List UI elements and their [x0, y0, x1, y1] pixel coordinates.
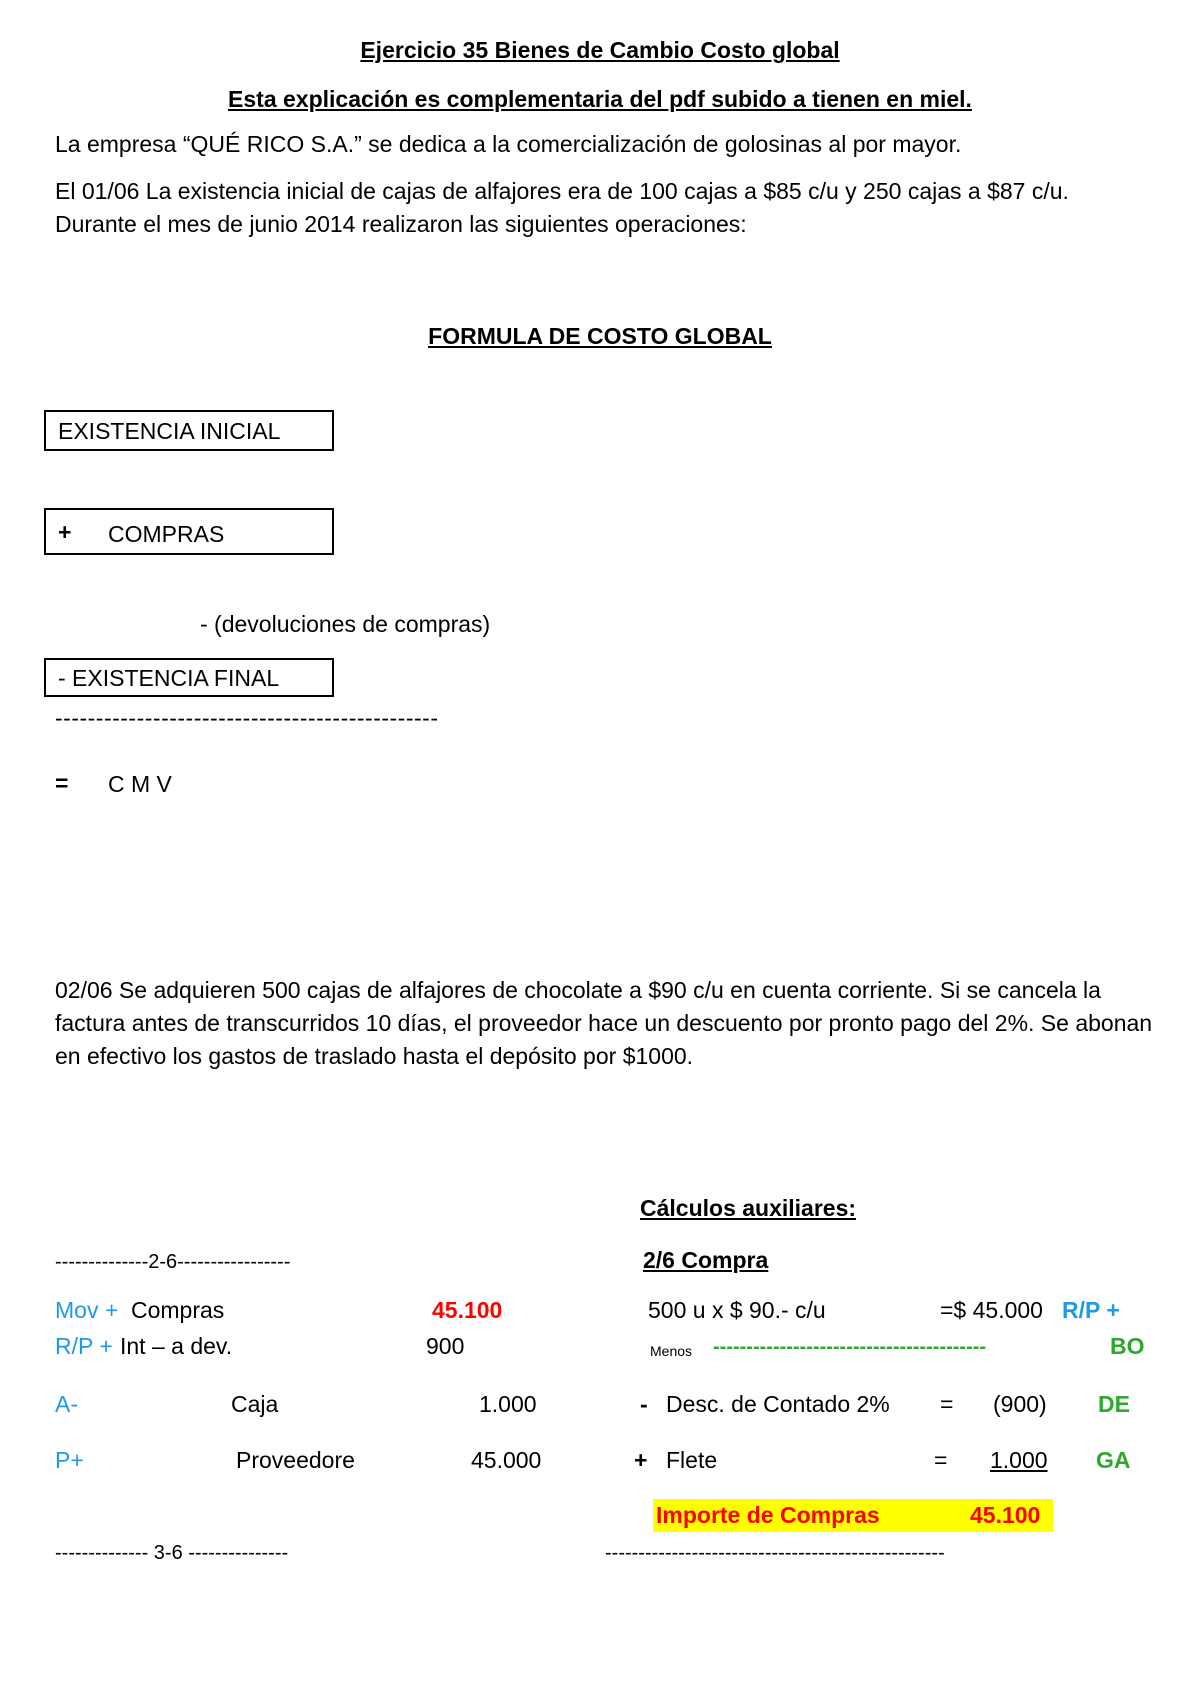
- aux-flete-label: Flete: [666, 1447, 718, 1473]
- aux-flete-value: 1.000: [990, 1447, 1048, 1473]
- aux-desc-value: (900): [993, 1391, 1047, 1417]
- aux-menos-line: -----------------------------------------: [713, 1336, 987, 1358]
- aux-flete-eq: =: [934, 1447, 948, 1473]
- aux-line1-text: 500 u x $ 90.- c/u: [648, 1297, 826, 1323]
- compras-label: COMPRAS: [108, 521, 225, 547]
- journal-footer-line: -------------- 3-6 ---------------: [55, 1542, 289, 1564]
- aux-desc-tag: DE: [1098, 1391, 1130, 1417]
- existencia-final-label: - EXISTENCIA FINAL: [58, 665, 280, 691]
- journal-row-4-amount: 45.000: [471, 1447, 542, 1473]
- journal-row-3-tag: A-: [55, 1391, 78, 1417]
- page-subtitle: Esta explicación es complementaria del pdf subido a tienen en miel.: [228, 86, 972, 112]
- journal-row-4-account: Proveedore: [236, 1447, 355, 1473]
- existencia-inicial-box: [44, 410, 334, 451]
- aux-title: Cálculos auxiliares:: [640, 1195, 857, 1221]
- importe-value: 45.100: [970, 1502, 1041, 1528]
- aux-flete-tag: GA: [1096, 1447, 1131, 1473]
- compras-sign: +: [58, 519, 72, 545]
- journal-row-2-account: Int – a dev.: [120, 1333, 233, 1359]
- page-title: Ejercicio 35 Bienes de Cambio Costo global: [360, 37, 840, 63]
- journal-row-1-amount: 45.100: [432, 1297, 503, 1323]
- aux-footer-line: ---------------------------------------------------: [605, 1542, 945, 1564]
- journal-row-2-amount: 900: [426, 1333, 465, 1359]
- journal-row-3-amount: 1.000: [479, 1391, 537, 1417]
- aux-desc-sign: -: [640, 1391, 648, 1417]
- operation-paragraph: 02/06 Se adquieren 500 cajas de alfajores de chocolate a $90 c/u en cuenta corriente. Si se cancela la factura antes de transcurridos 10 días, el proveedor hace un descuento por pronto pago del 2%. Se abonan en efectivo los gastos de traslado hasta el depósito por $1000.: [55, 977, 1153, 1069]
- aux-menos-label: Menos: [650, 1343, 693, 1359]
- existencia-final-box: [44, 658, 334, 697]
- devoluciones-label: - (devoluciones de compras): [200, 611, 491, 637]
- aux-flete-sign: +: [634, 1447, 648, 1473]
- journal-row-1-tag: Mov +: [55, 1297, 119, 1323]
- aux-line1-tag: R/P +: [1062, 1297, 1120, 1323]
- intro-paragraph-2: El 01/06 La existencia inicial de cajas de alfajores era de 100 cajas a $85 c/u y 250 cajas a $87 c/u. Durante el mes de junio 2014 realizaron las siguientes operaciones:: [55, 178, 1069, 237]
- aux-menos-tag: BO: [1110, 1333, 1145, 1359]
- aux-subtitle: 2/6 Compra: [643, 1247, 769, 1273]
- aux-desc-eq: =: [940, 1391, 954, 1417]
- aux-desc-label: Desc. de Contado 2%: [666, 1391, 890, 1417]
- formula-title: FORMULA DE COSTO GLOBAL: [428, 323, 772, 349]
- formula-separator: -----------------------------------------------: [55, 705, 439, 731]
- aux-line1-eq: =$ 45.000: [940, 1297, 1043, 1323]
- journal-row-3-account: Caja: [231, 1391, 279, 1417]
- cmv-label: C M V: [108, 771, 172, 797]
- compras-box: [44, 508, 334, 555]
- importe-label: Importe de Compras: [656, 1502, 880, 1528]
- journal-row-4-tag: P+: [55, 1447, 84, 1473]
- existencia-inicial-label: EXISTENCIA INICIAL: [58, 418, 281, 444]
- intro-paragraph-1: La empresa “QUÉ RICO S.A.” se dedica a la comercialización de golosinas al por mayor.: [55, 131, 962, 157]
- cmv-sign: =: [55, 770, 69, 796]
- journal-header-line: --------------2-6-----------------: [55, 1251, 291, 1273]
- journal-row-2-tag: R/P +: [55, 1333, 113, 1359]
- journal-row-1-account: Compras: [131, 1297, 225, 1323]
